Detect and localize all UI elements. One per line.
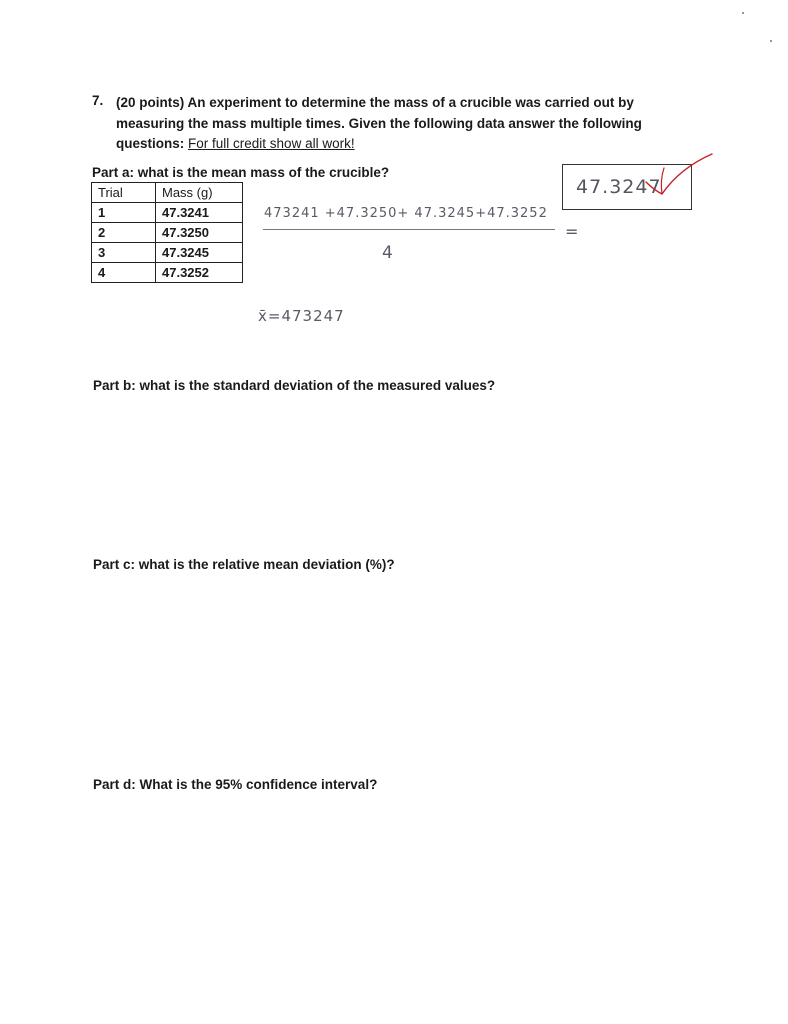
- mass-cell: 47.3252: [156, 263, 243, 283]
- handwritten-mean: x̄=473247: [258, 307, 345, 325]
- part-d-prompt: Part d: What is the 95% confidence interval?: [93, 777, 378, 792]
- mass-cell: 47.3250: [156, 223, 243, 243]
- mass-cell: 47.3241: [156, 203, 243, 223]
- table-header-row: [92, 183, 243, 203]
- part-b-prompt: Part b: what is the standard deviation of the measured values?: [93, 378, 496, 393]
- part-a-prompt: Part a: what is the mean mass of the crucible?: [92, 165, 390, 180]
- part-c-prompt: Part c: what is the relative mean deviation (%)?: [93, 557, 395, 572]
- trial-cell: 1: [92, 203, 156, 223]
- handwritten-divisor: 4: [382, 243, 394, 263]
- question-body: (20 points) An experiment to determine the mass of a crucible was carried out by measuring the mass multiple times. Given the following data answer the following questions:: [116, 95, 642, 151]
- handwritten-equals: =: [565, 222, 580, 241]
- table-row: [92, 263, 243, 283]
- table-row: [92, 243, 243, 263]
- handwritten-sum: 473241 +47.3250+ 47.3245+47.3252: [264, 206, 548, 221]
- credit-note: For full credit show all work!: [188, 136, 355, 151]
- header-mass: Mass (g): [156, 183, 243, 203]
- handwritten-answer: 47.3247: [576, 176, 662, 198]
- red-check-icon: [640, 150, 720, 220]
- scan-speck: [742, 12, 744, 14]
- fraction-line: [263, 229, 555, 230]
- table-row: [92, 223, 243, 243]
- header-trial: Trial: [92, 183, 156, 203]
- question-number: 7.: [92, 93, 104, 108]
- mass-data-table: [91, 182, 243, 283]
- trial-cell: 2: [92, 223, 156, 243]
- trial-cell: 3: [92, 243, 156, 263]
- table-row: [92, 203, 243, 223]
- trial-cell: 4: [92, 263, 156, 283]
- scan-speck: [770, 40, 772, 42]
- question-text: [116, 93, 676, 155]
- mass-cell: 47.3245: [156, 243, 243, 263]
